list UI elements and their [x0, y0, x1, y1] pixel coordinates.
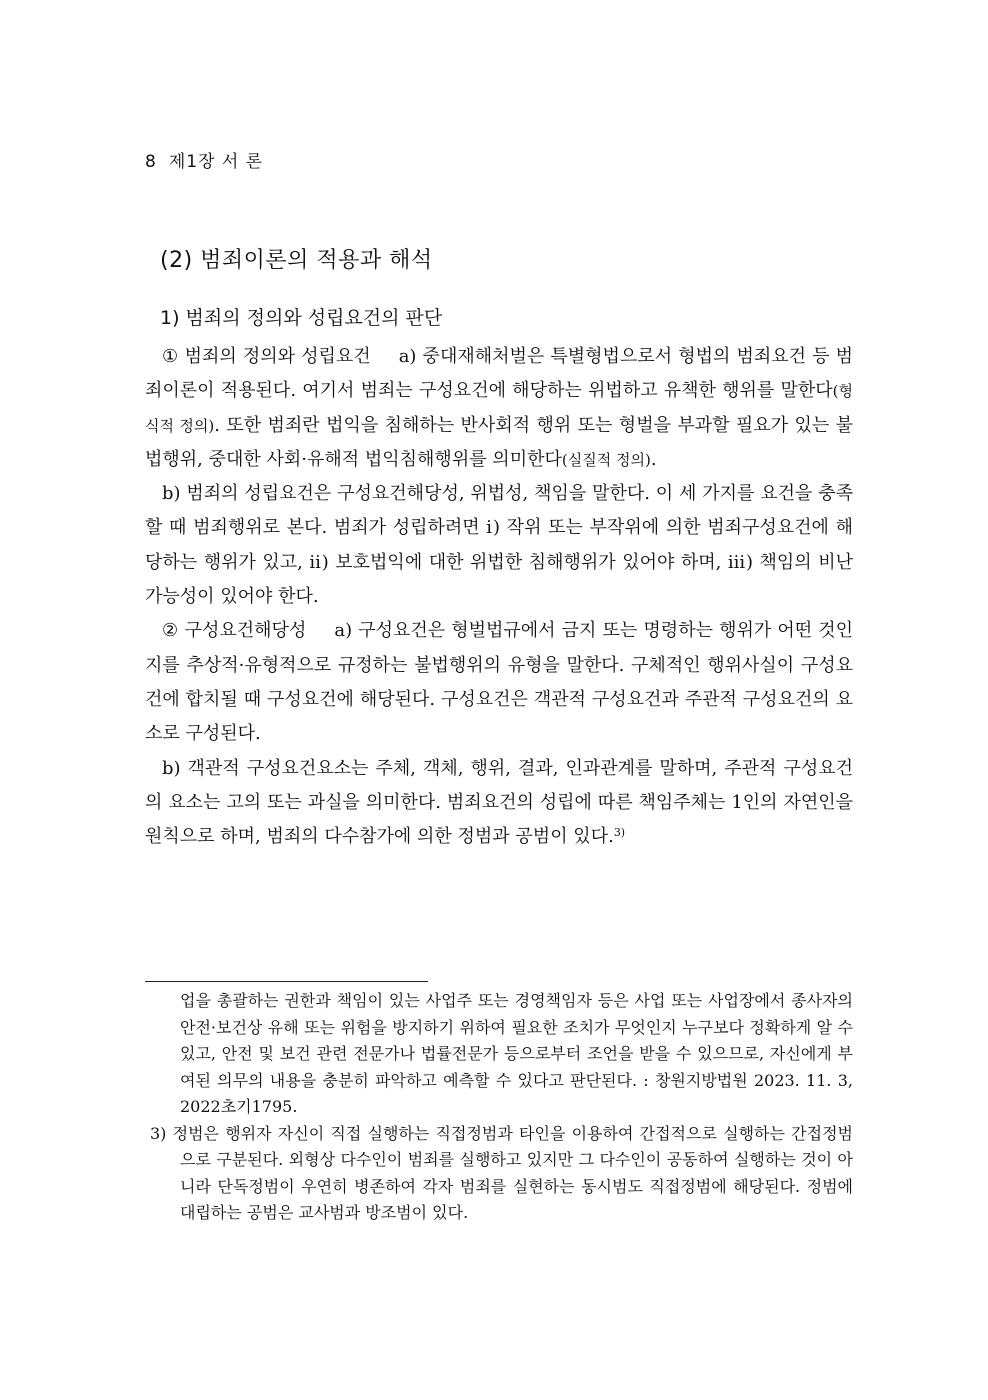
paragraph-text: b) 객관적 구성요건요소는 주체, 객체, 행위, 결과, 인과관계를 말하며, 주관적 구성요건의 요소는 고의 또는 과실을 의미한다. 범죄요건의 성립에 따른 책임주체는 1인의 자연인을 원칙으로 하며, 범죄의 다수참가에 의한 정범과 공범이 있다. [145, 757, 853, 848]
section-title: (2) 범죄이론의 적용과 해석 [160, 248, 433, 273]
body-text [145, 340, 853, 854]
paragraph-text: . 또한 범죄란 법익을 침해하는 반사회적 행위 또는 형벌을 부과할 필요가 있는 불법행위, 중대한 사회·유해적 법익침해행위를 의미한다 [145, 414, 853, 470]
paragraph-heading: ① 범죄의 정의와 성립요건 [162, 346, 371, 367]
paragraph-text: a) 중대재해처벌은 특별형법으로서 형법의 범죄요건 등 범죄이론이 적용된다. 여기서 범죄는 구성요건에 해당하는 위법하고 유책한 행위를 말한다 [145, 346, 853, 402]
paragraph-definition-b: b) 범죄의 성립요건은 구성요건해당성, 위법성, 책임을 말한다. 이 세 가지를 요건을 충족할 때 범죄행위로 본다. 범죄가 성립하려면 ⅰ) 작위 또는 부작위에 의한 범죄구성요건에 해당하는 행위가 있고, ⅱ) 보호법익에 대한 위법한 침해행위가 있어야 하며, ⅲ) 책임의 비난가능성이 있어야 한다. [145, 483, 853, 608]
running-header [145, 147, 263, 172]
footnote-reference[interactable]: 3) [613, 826, 626, 840]
page-number: 8 [145, 152, 157, 172]
paragraph-constituent-b [145, 752, 853, 855]
paragraph-text: . [650, 448, 657, 470]
paragraph-heading: ② 구성요건해당성 [162, 620, 307, 642]
chapter-title: 제1장 서 론 [168, 152, 264, 172]
paragraph-definition-a [145, 340, 853, 477]
footnote-divider [145, 981, 428, 982]
footnotes [145, 988, 853, 1227]
footnote-text: 정범은 행위자 자신이 직접 실행하는 직접정범과 타인을 이용하여 간접적으로 실행하는 간접정범으로 구분된다. 외형상 다수인이 범죄를 실행하고 있지만 그 다수인이 공동하여 실행하는 것이 아니라 단독정범이 우연히 병존하여 각자 범죄를 실현하는 동시범도 직접정범에 해당된다. 정범에 대립하는 공범은 교사범과 방조범이 있다. [172, 1123, 853, 1222]
paragraph-text: a) 구성요건은 형벌법규에서 금지 또는 명령하는 행위가 어떤 것인지를 추상적·유형적으로 규정하는 불법행위의 유형을 말한다. 구체적인 행위사실이 구성요건에 합치될 때 구성요건에 해당된다. 구성요건은 객관적 구성요건과 주관적 구성요건의 요소로 구성된다. [145, 620, 853, 745]
footnote-3 [145, 1121, 853, 1227]
footnote-continued: 업을 총괄하는 권한과 책임이 있는 사업주 또는 경영책임자 등은 사업 또는 사업장에서 종사자의 안전·보건상 유해 또는 위험을 방지하기 위하여 필요한 조치가 무엇인지 누구보다 정확하게 알 수 있고, 안전 및 보건 관련 전문가나 법률전문가 등으로부터 조언을 받을 수 있으므로, 자신에게 부여된 의무의 내용을 충분히 파악하고 예측할 수 있다고 판단된다. : 창원지방법원 2023. 11. 3, 2022초기1795. [180, 991, 853, 1116]
subsection-title: 1) 범죄의 정의와 성립요건의 판단 [160, 307, 443, 329]
footnote-label: 3) [150, 1123, 167, 1143]
paragraph-constituent-a [145, 614, 853, 751]
inline-note: (형식적 정의) [145, 382, 853, 435]
inline-note: (실질적 정의) [561, 450, 651, 469]
